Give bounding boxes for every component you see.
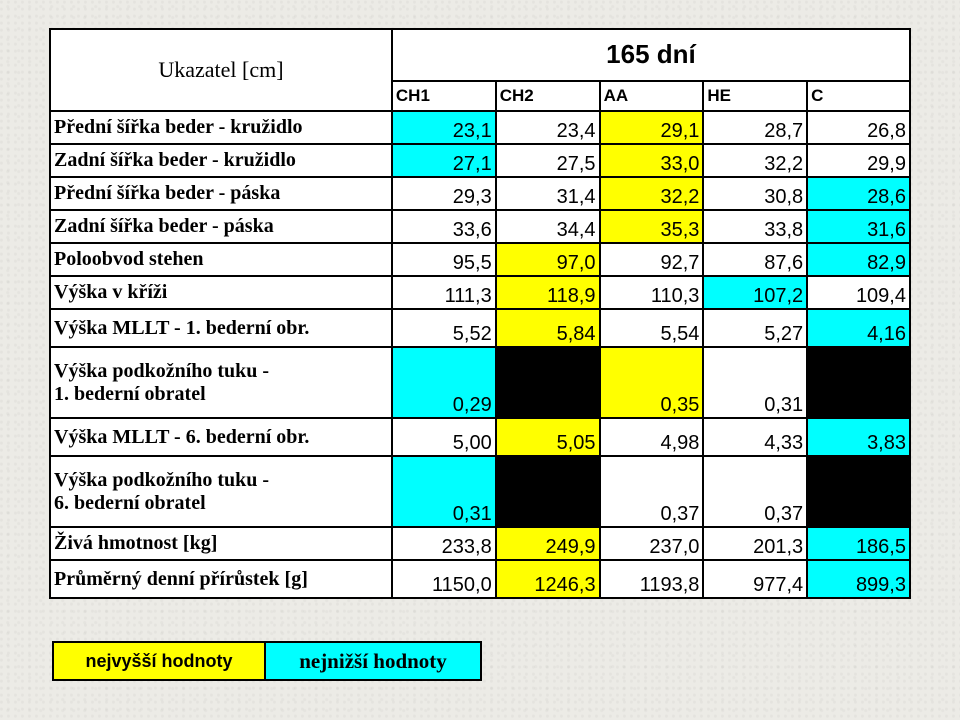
value-cell: 33,8 <box>703 210 807 243</box>
value-cell: 4,16 <box>807 309 910 347</box>
value-cell: 0,31 <box>392 456 496 527</box>
table-row <box>50 111 910 144</box>
value-cell: 30,8 <box>703 177 807 210</box>
value-cell: 34,4 <box>496 210 600 243</box>
value-cell: 5,27 <box>703 309 807 347</box>
row-label-line: Přední šířka beder - kružidlo <box>54 116 303 138</box>
legend-lowest: nejnižší hodnoty <box>265 642 481 680</box>
table-row <box>50 276 910 309</box>
table-row <box>50 560 910 598</box>
row-label-line: Zadní šířka beder - páska <box>54 215 274 237</box>
value-cell: 87,6 <box>703 243 807 276</box>
value-cell: 97,0 <box>496 243 600 276</box>
row-label <box>50 560 392 598</box>
row-label-line: Přední šířka beder - páska <box>54 182 281 204</box>
table-row <box>50 210 910 243</box>
value-cell: 31,6 <box>807 210 910 243</box>
data-table <box>49 28 911 599</box>
row-label-line: Výška MLLT - 1. bederní obr. <box>54 316 310 339</box>
row-label-line: Výška MLLT - 6. bederní obr. <box>54 425 310 448</box>
value-cell: 92,7 <box>600 243 704 276</box>
value-cell-empty <box>807 456 910 527</box>
value-cell: 28,7 <box>703 111 807 144</box>
row-label-line: Výška podkožního tuku - <box>54 359 270 382</box>
value-cell: 26,8 <box>807 111 910 144</box>
legend-highest: nejvyšší hodnoty <box>53 642 265 680</box>
value-cell: 5,52 <box>392 309 496 347</box>
row-label <box>50 177 392 210</box>
table-row <box>50 309 910 347</box>
value-cell: 32,2 <box>703 144 807 177</box>
table-row <box>50 418 910 456</box>
value-cell: 1246,3 <box>496 560 600 598</box>
row-label <box>50 418 392 456</box>
value-cell: 4,33 <box>703 418 807 456</box>
value-cell: 5,00 <box>392 418 496 456</box>
value-cell: 0,37 <box>703 456 807 527</box>
row-label <box>50 527 392 560</box>
value-cell: 1150,0 <box>392 560 496 598</box>
value-cell: 31,4 <box>496 177 600 210</box>
group-header: C <box>807 81 910 111</box>
row-label-line: Zadní šířka beder - kružidlo <box>54 149 296 171</box>
value-cell: 32,2 <box>600 177 704 210</box>
group-header: CH2 <box>496 81 600 111</box>
row-label-line: Poloobvod stehen <box>54 248 204 270</box>
value-cell: 5,05 <box>496 418 600 456</box>
value-cell: 110,3 <box>600 276 704 309</box>
row-label <box>50 111 392 144</box>
value-cell: 35,3 <box>600 210 704 243</box>
value-cell: 27,5 <box>496 144 600 177</box>
value-cell: 0,35 <box>600 347 704 418</box>
value-cell: 23,1 <box>392 111 496 144</box>
row-label-line: Výška podkožního tuku - <box>54 468 270 491</box>
table-row <box>50 347 910 418</box>
row-label <box>50 210 392 243</box>
value-cell: 95,5 <box>392 243 496 276</box>
row-label-line: Průměrný denní přírůstek [g] <box>54 567 308 590</box>
value-cell: 29,9 <box>807 144 910 177</box>
value-cell: 29,1 <box>600 111 704 144</box>
table-row <box>50 144 910 177</box>
table-row <box>50 527 910 560</box>
value-cell-empty <box>496 456 600 527</box>
value-cell: 118,9 <box>496 276 600 309</box>
value-cell: 111,3 <box>392 276 496 309</box>
row-label <box>50 456 392 527</box>
row-label-line: 6. bederní obratel <box>54 491 206 514</box>
row-label-line: 1. bederní obratel <box>54 382 206 405</box>
value-cell: 233,8 <box>392 527 496 560</box>
value-cell: 27,1 <box>392 144 496 177</box>
value-cell: 0,29 <box>392 347 496 418</box>
value-cell-empty <box>496 347 600 418</box>
value-cell: 33,0 <box>600 144 704 177</box>
period-header: 165 dní <box>392 29 910 81</box>
group-header: CH1 <box>392 81 496 111</box>
table-row <box>50 243 910 276</box>
value-cell: 5,84 <box>496 309 600 347</box>
row-label <box>50 243 392 276</box>
value-cell: 107,2 <box>703 276 807 309</box>
value-cell: 82,9 <box>807 243 910 276</box>
row-label <box>50 347 392 418</box>
row-label <box>50 276 392 309</box>
value-cell: 23,4 <box>496 111 600 144</box>
row-label <box>50 144 392 177</box>
value-cell: 0,37 <box>600 456 704 527</box>
value-cell: 1193,8 <box>600 560 704 598</box>
indicator-header: Ukazatel [cm] <box>50 29 392 111</box>
value-cell-empty <box>807 347 910 418</box>
row-label-line: Živá hmotnost [kg] <box>54 532 218 554</box>
value-cell: 0,31 <box>703 347 807 418</box>
legend <box>52 641 482 681</box>
value-cell: 29,3 <box>392 177 496 210</box>
table-row <box>50 456 910 527</box>
row-label-line: Výška v kříži <box>54 281 168 303</box>
value-cell: 4,98 <box>600 418 704 456</box>
value-cell: 109,4 <box>807 276 910 309</box>
group-header: AA <box>600 81 704 111</box>
value-cell: 237,0 <box>600 527 704 560</box>
value-cell: 186,5 <box>807 527 910 560</box>
value-cell: 201,3 <box>703 527 807 560</box>
value-cell: 977,4 <box>703 560 807 598</box>
value-cell: 33,6 <box>392 210 496 243</box>
value-cell: 899,3 <box>807 560 910 598</box>
group-header: HE <box>703 81 807 111</box>
value-cell: 28,6 <box>807 177 910 210</box>
value-cell: 5,54 <box>600 309 704 347</box>
value-cell: 3,83 <box>807 418 910 456</box>
row-label <box>50 309 392 347</box>
table-row <box>50 177 910 210</box>
value-cell: 249,9 <box>496 527 600 560</box>
